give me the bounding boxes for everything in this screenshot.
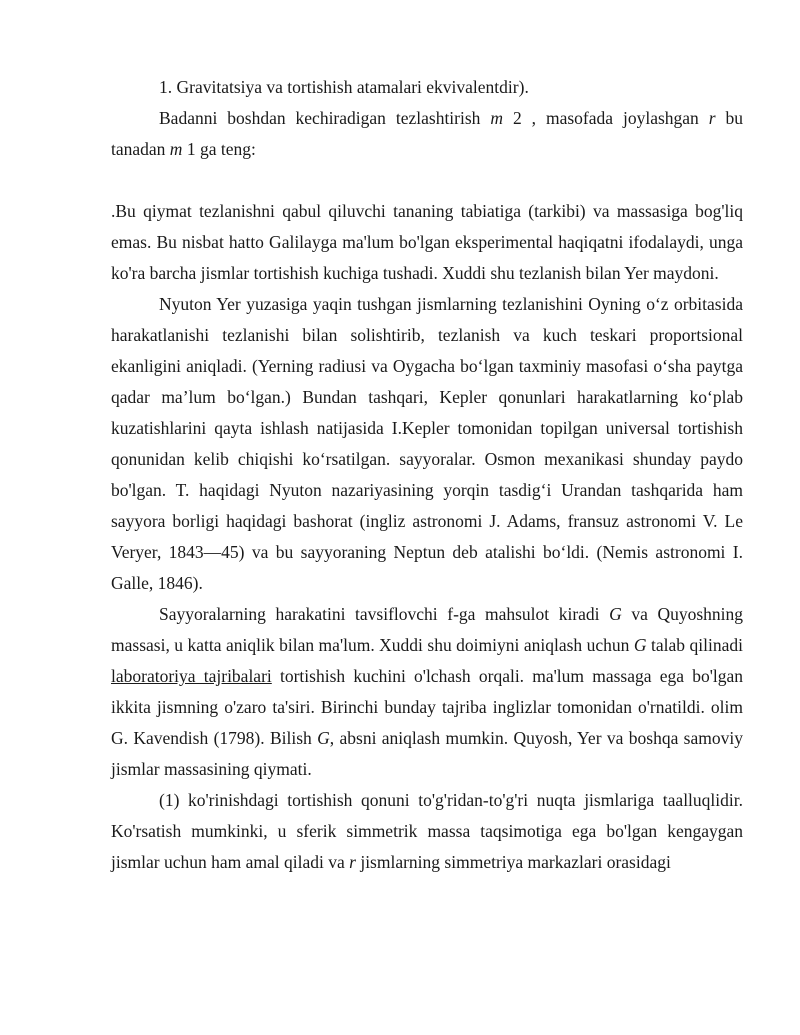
text-run: Sayyoralarning harakatini tavsiflovchi f-ga mahsulot kiradi (159, 604, 610, 624)
paragraph-6 (111, 785, 743, 878)
variable-g: G (633, 635, 647, 655)
document-page (111, 72, 743, 878)
variable-g: G (317, 728, 330, 748)
text-run: va Quyoshning massasi, u katta aniqlik bilan ma'lum. Xuddi shu doimiyni aniqlash uchun (111, 604, 743, 655)
text-run: bu tanadan (111, 108, 744, 159)
variable-g: G (609, 604, 622, 624)
variable-r: r (708, 108, 716, 128)
text-run: 1 ga teng: (182, 139, 256, 159)
laboratory-experiments-link[interactable]: laboratoriya tajribalari (111, 666, 272, 686)
paragraph-5 (111, 599, 743, 785)
paragraph-2 (111, 103, 743, 165)
variable-m2: m (490, 108, 504, 128)
text-run: jismlarning simmetriya markazlari orasidagi (355, 852, 671, 872)
variable-r: r (349, 852, 356, 872)
text-run: tortishish kuchini o'lchash orqali. ma'lum massaga ega bo'lgan ikkita jismning o'zaro ta'siri. Birinchi bunday tajriba inglizlar tomonidan o'rnatildi. olim G. Kavendish (1798). Bilish (111, 666, 743, 748)
variable-m1: m (169, 139, 183, 159)
paragraph-3: .Bu qiymat tezlanishni qabul qiluvchi tananing tabiatiga (tarkibi) va massasiga bog'liq emas. Bu nisbat hatto Galilayga ma'lum bo'lgan eksperimental haqiqatni ifodalaydi, unga ko'ra barcha jismlar tortishish kuchiga tushadi. Xuddi shu tezlanish bilan Yer maydoni. (111, 201, 743, 283)
text-run: talab qilinadi (646, 635, 743, 655)
text-run: , absni aniqlash mumkin. Quyosh, Yer va boshqa samoviy jismlar massasining qiymati. (111, 728, 743, 779)
formula-gap (111, 165, 743, 196)
text-run: Badanni boshdan kechiradigan tezlashtirish (159, 108, 491, 128)
paragraph-4: Nyuton Yer yuzasiga yaqin tushgan jismlarning tezlanishini Oyning o‘z orbitasida harakatlanishi tezlanishi bilan solishtirib, tezlanish va kuch teskari proportsional ekanligini aniqladi. (Yerning radiusi va Oygacha bo‘lgan taxminiy masofasi o‘sha paytga qadar ma’lum bo‘lgan.) Bundan tashqari, Kepler qonunlari harakatlarning ko‘plab kuzatishlarini qayta ishlash natijasida I.Kepler tomonidan topilgan universal tortishish qonunidan kelib chiqishi ko‘rsatilgan. sayyoralar. Osmon mexanikasi shunday paydo bo'lgan. T. haqidagi Nyuton nazariyasining yorqin tasdig‘i Urandan tashqarida ham sayyora borligi haqidagi bashorat (ingliz astronomi J. Adams, fransuz astronomi V. Le Veryer, 1843—45) va bu sayyoraning Neptun deb atalishi bo‘ldi. (Nemis astronomi I. Galle, 1846). (111, 294, 743, 593)
text-run: 2 , masofada joylashgan (503, 108, 709, 128)
text-run: (1) ko'rinishdagi tortishish qonuni to'g'ridan-to'g'ri nuqta jismlariga taalluqlidir. Ko'rsatish mumkinki, u sferik simmetrik massa taqsimotiga ega bo'lgan kengaygan jismlar uchun ham amal qiladi va (111, 790, 743, 872)
paragraph-1: 1. Gravitatsiya va tortishish atamalari ekvivalentdir). (159, 77, 529, 97)
